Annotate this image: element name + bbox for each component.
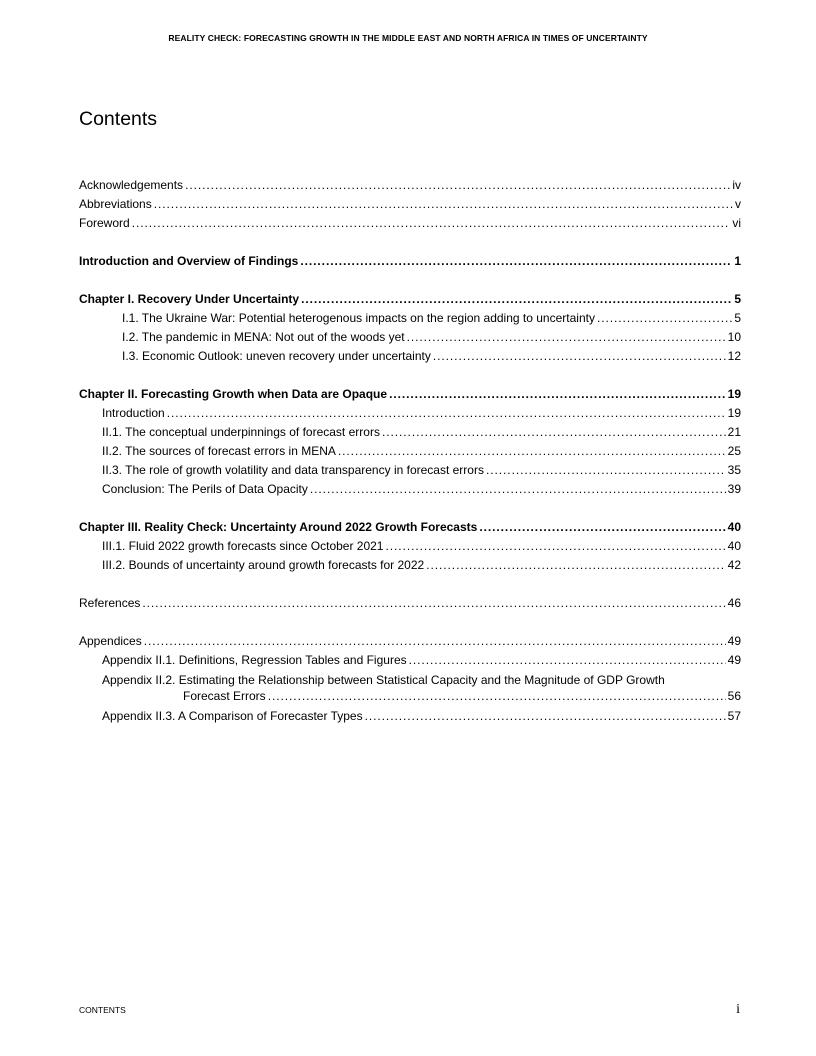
page-title: Contents [79, 108, 158, 130]
toc-entry-acknowledgements[interactable]: Acknowledgements . . . iv [79, 176, 741, 195]
toc-entry-section-1-1[interactable]: I.1. The Ukraine War: Potential heterogenous impacts on the region adding to uncertainty . . . 5 [79, 309, 741, 328]
toc-entry-section-3-1[interactable]: III.1. Fluid 2022 growth forecasts since October 2021 . . . 40 [79, 537, 741, 556]
toc-entry-appendix-2-2[interactable]: Appendix II.2. Estimating the Relationship between Statistical Capacity and the Magnitude of GDP Growth Forecast Errors . . . 56 [79, 672, 741, 704]
toc-entry-chapter-3[interactable]: Chapter III. Reality Check: Uncertainty Around 2022 Growth Forecasts . . . 40 [79, 518, 741, 537]
table-of-contents [79, 176, 741, 726]
toc-entry-introduction[interactable]: Introduction and Overview of Findings . . . 1 [79, 252, 741, 271]
toc-entry-section-2-1[interactable]: II.1. The conceptual underpinnings of forecast errors . . . 21 [79, 423, 741, 442]
toc-entry-appendices[interactable]: Appendices . . . 49 [79, 632, 741, 651]
toc-entry-chapter-2-conclusion[interactable]: Conclusion: The Perils of Data Opacity . . . 39 [79, 480, 741, 499]
toc-entry-section-2-2[interactable]: II.2. The sources of forecast errors in MENA . . . 25 [79, 442, 741, 461]
toc-entry-foreword[interactable]: Foreword . . . vi [79, 214, 741, 233]
toc-entry-appendix-2-1[interactable]: Appendix II.1. Definitions, Regression Tables and Figures . . . 49 [79, 651, 741, 670]
footer-section-label: CONTENTS [79, 1005, 126, 1015]
toc-entry-section-2-3[interactable]: II.3. The role of growth volatility and data transparency in forecast errors . . . 35 [79, 461, 741, 480]
page-number: i [736, 1002, 740, 1017]
toc-entry-section-1-3[interactable]: I.3. Economic Outlook: uneven recovery under uncertainty . . . 12 [79, 347, 741, 366]
toc-entry-chapter-1[interactable]: Chapter I. Recovery Under Uncertainty . . . 5 [79, 290, 741, 309]
toc-entry-abbreviations[interactable]: Abbreviations . . . v [79, 195, 741, 214]
toc-entry-appendix-2-3[interactable]: Appendix II.3. A Comparison of Forecaster Types . . . 57 [79, 707, 741, 726]
running-header: REALITY CHECK: FORECASTING GROWTH IN THE MIDDLE EAST AND NORTH AFRICA IN TIMES OF UNCERTAINTY [168, 33, 648, 43]
toc-entry-section-3-2[interactable]: III.2. Bounds of uncertainty around growth forecasts for 2022 . . . 42 [79, 556, 741, 575]
toc-entry-references[interactable]: References . . . 46 [79, 594, 741, 613]
toc-entry-section-1-2[interactable]: I.2. The pandemic in MENA: Not out of the woods yet . . . 10 [79, 328, 741, 347]
toc-entry-chapter-2[interactable]: Chapter II. Forecasting Growth when Data are Opaque . . . 19 [79, 385, 741, 404]
toc-entry-chapter-2-introduction[interactable]: Introduction . . . 19 [79, 404, 741, 423]
